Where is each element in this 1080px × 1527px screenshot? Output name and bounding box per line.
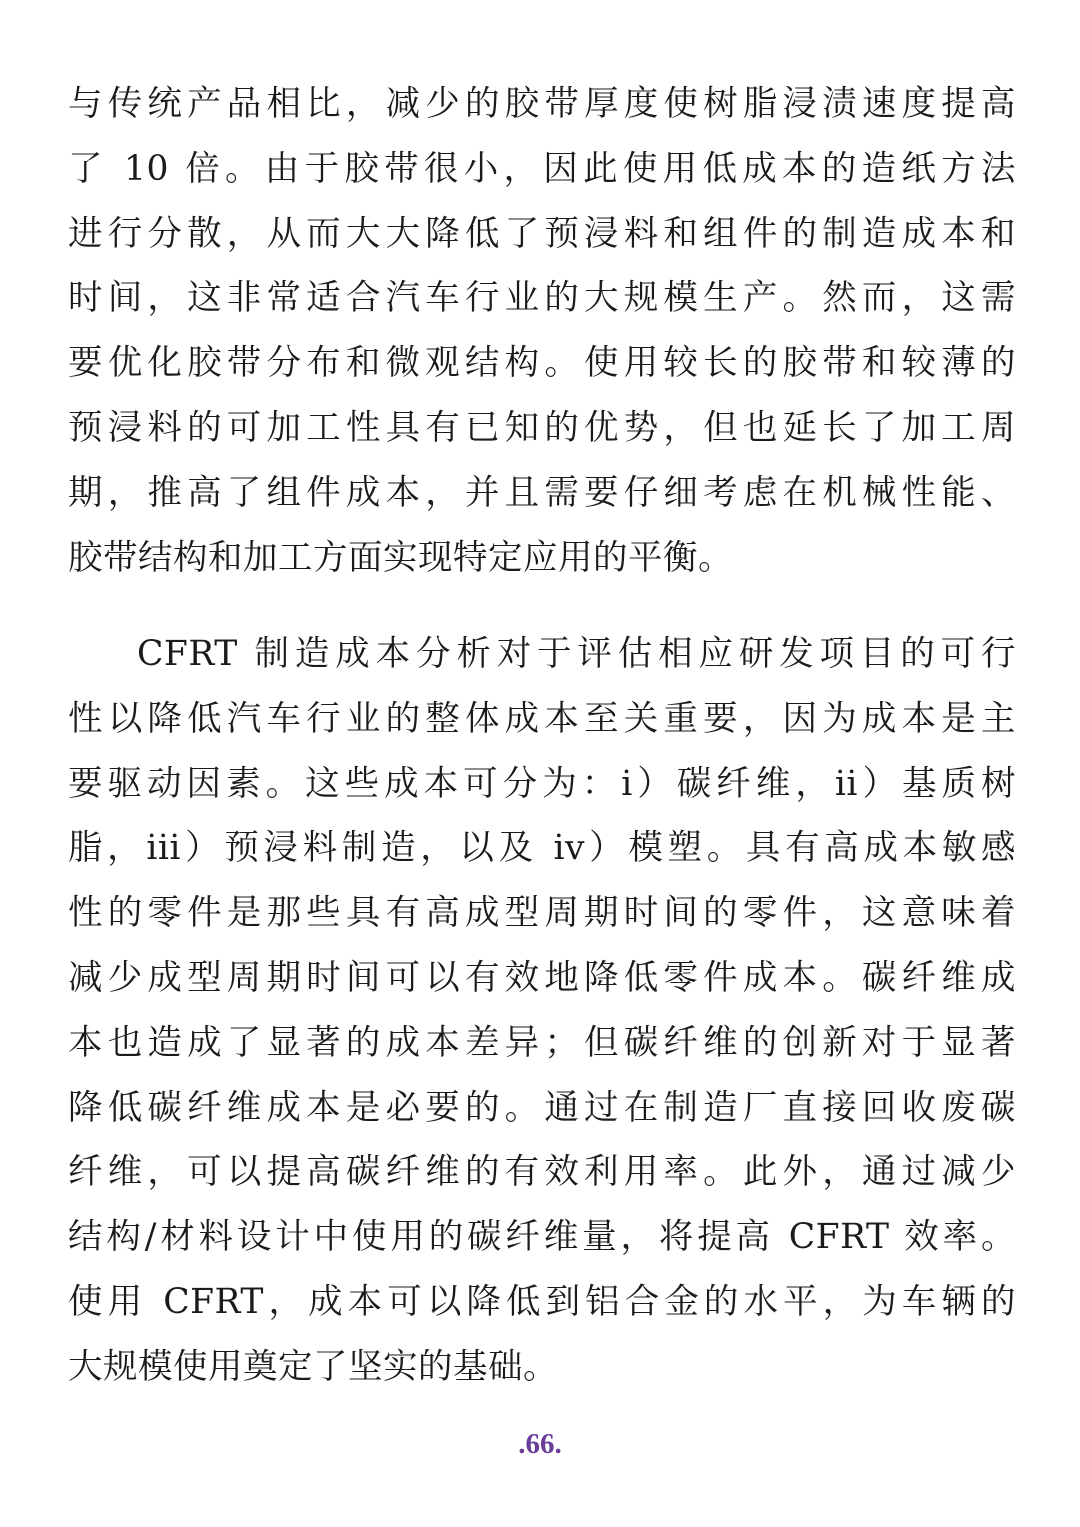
paragraph-line: 结构/材料设计中使用的碳纤维量，将提高 CFRT 效率。 (68, 1217, 1016, 1258)
paragraph-1 (68, 72, 1016, 590)
paragraph-line: 脂，iii）预浸料制造，以及 iv）模塑。具有高成本敏感 (68, 828, 1016, 869)
paragraph-line: 期，推高了组件成本，并且需要仔细考虑在机械性能、 (68, 472, 1016, 513)
paragraph-line: 使用 CFRT，成本可以降低到铝合金的水平，为车辆的 (68, 1281, 1016, 1322)
paragraph-line: 要驱动因素。这些成本可分为：i）碳纤维，ii）基质树 (68, 763, 1016, 804)
paragraph-line: 大规模使用奠定了坚实的基础。 (68, 1346, 558, 1387)
paragraph-line: 进行分散，从而大大降低了预浸料和组件的制造成本和 (68, 213, 1016, 254)
paragraph-line: 与传统产品相比，减少的胶带厚度使树脂浸渍速度提高 (68, 84, 1016, 124)
paragraph-line: 了 10 倍。由于胶带很小，因此使用低成本的造纸方法 (68, 148, 1016, 189)
paragraph-line: 胶带结构和加工方面实现特定应用的平衡。 (68, 537, 733, 578)
paragraph-2 (68, 622, 1016, 1400)
paragraph-line: 本也造成了显著的成本差异；但碳纤维的创新对于显著 (68, 1022, 1016, 1063)
paragraph-line: 减少成型周期时间可以有效地降低零件成本。碳纤维成 (68, 957, 1016, 998)
paragraph-line: 预浸料的可加工性具有已知的优势，但也延长了加工周 (68, 407, 1016, 448)
paragraph-line: 要优化胶带分布和微观结构。使用较长的胶带和较薄的 (68, 343, 1016, 384)
paragraph-line: CFRT 制造成本分析对于评估相应研发项目的可行 (137, 634, 1016, 674)
paragraph-line: 性以降低汽车行业的整体成本至关重要，因为成本是主 (68, 698, 1016, 739)
paragraph-line: 纤维，可以提高碳纤维的有效利用率。此外，通过减少 (68, 1152, 1016, 1193)
paragraph-line: 降低碳纤维成本是必要的。通过在制造厂直接回收废碳 (68, 1087, 1016, 1128)
paragraph-line: 性的零件是那些具有高成型周期时间的零件，这意味着 (68, 893, 1016, 934)
page-number: .66. (518, 1428, 562, 1460)
paragraph-line: 时间，这非常适合汽车行业的大规模生产。然而，这需 (68, 278, 1016, 319)
